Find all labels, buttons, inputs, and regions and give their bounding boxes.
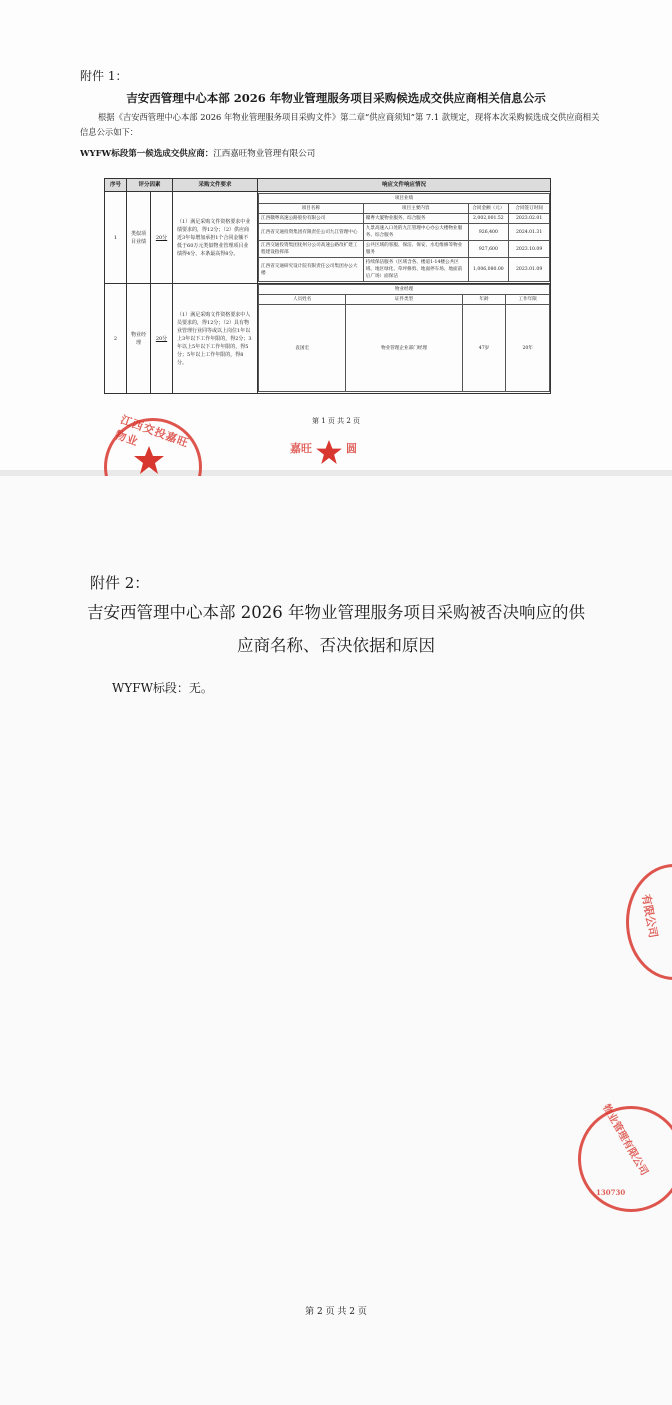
project-content: 赣粤大厦物业服务、综合服务	[363, 214, 468, 224]
project-content: 九景高速入口处的九江管理中心办公大楼物业服务、综合服务	[363, 224, 468, 241]
project-content: 公共区域的客服、保洁、保安、水电维修等物业服务	[363, 241, 468, 258]
manager-cert: 物业管理企业部门经理	[346, 305, 462, 392]
project-amount: 927,600	[468, 241, 509, 258]
project-name: 江西省交通研究设计院有限责任公司集团办公大楼	[259, 258, 364, 282]
project-date: 2023.10.09	[509, 241, 550, 258]
page-1-title: 吉安西管理中心本部 2026 年物业管理服务项目采购候选成交供应商相关信息公示	[126, 91, 546, 105]
project-name: 江西省交通投资集团有限责任公司九江管理中心	[259, 224, 364, 241]
project-name: 江西赣粤高速公路股份有限公司	[259, 214, 364, 224]
project-performance-table	[258, 193, 550, 282]
sub-header: 人员姓名	[259, 295, 346, 305]
attachment-2-label: 附件 2：	[90, 574, 150, 592]
row-2-requirement: （1）满足采购文件资格要求中人员要求的，得12分；（2）具有物业管理行业同等或以上岗位1年以上3年以下工作年限的，得2分；3年以上5年以下工作年限的，得5分；5年以上工作年限的，得8分。	[173, 284, 258, 394]
row-1-response	[258, 192, 551, 284]
row-1-factor: 类似项目业绩	[127, 192, 151, 284]
intro-paragraph: 根据《吉安西管理中心本部 2026 年物业管理服务项目采购文件》第二章“供应商须知”第 7.1 款规定，现将本次采购候选成交供应商相关信息公示如下：	[80, 112, 600, 137]
header-factor: 评分因素	[127, 179, 173, 192]
project-row	[259, 214, 550, 224]
header-response: 响应文件响应情况	[258, 179, 551, 192]
row-2-factor: 物业经理	[127, 284, 151, 394]
evaluation-table	[104, 178, 551, 394]
winner-line	[80, 147, 315, 159]
page-number: 第 1 页 共 2 页	[311, 417, 361, 425]
project-content: 持续保洁服务（区域含各、楼道1-14楼公共区域、地区绿化、草坪修剪、地面停车场、地面前后广场）面保洁	[363, 258, 468, 282]
page-2-title: 吉安西管理中心本部 2026 年物业管理服务项目采购被否决响应的供应商名称、否决依据和原因	[87, 603, 585, 655]
manager-row	[259, 305, 550, 392]
sub-header: 工作年限	[506, 295, 550, 305]
seal-fragment-center: 嘉旺	[290, 442, 312, 455]
sub-header: 项目主要内容	[363, 204, 468, 214]
project-amount: 926,400	[468, 224, 509, 241]
table-row	[105, 192, 551, 284]
seal-code: 130730	[596, 1188, 626, 1197]
sub-title: 项目业绩	[259, 194, 550, 204]
sub-header: 项目名称	[259, 204, 364, 214]
table-header-row	[105, 179, 551, 192]
attachment-1-label: 附件 1：	[80, 69, 128, 83]
project-date: 2023.02.01	[509, 214, 550, 224]
seal-star-icon	[316, 440, 342, 464]
project-row	[259, 224, 550, 241]
winner-label: WYFW标段第一候选成交供应商：	[80, 149, 214, 159]
row-2-score: 20分	[151, 284, 173, 394]
row-1-no: 1	[105, 192, 127, 284]
sub-header: 合同金额（元）	[468, 204, 509, 214]
seal-fragment-center-right: 圆	[346, 442, 357, 455]
header-requirement: 采购文件要求	[173, 179, 258, 192]
seal-text-right-upper: 有限公司	[639, 893, 660, 939]
project-name: 江西交通投资集团抚州分公司高速公路改扩建工程建设指挥部	[259, 241, 364, 258]
row-1-requirement: （1）满足采购文件资格要求中业绩要求的，得12分；（2）供应商近3年每增加承担1个合同金额不低于60万元类似物业管理项目业绩得4分，本条最高得8分。	[173, 192, 258, 284]
header-no: 序号	[105, 179, 127, 192]
winner-name: 江西嘉旺物业管理有限公司	[213, 149, 316, 159]
sub-header: 合同签订时间	[509, 204, 550, 214]
manager-years: 20年	[506, 305, 550, 392]
seal-text-right-lower: 物业管理有限公司	[600, 1102, 650, 1178]
row-2-response	[258, 284, 551, 394]
project-amount: 2,002,001.52	[468, 214, 509, 224]
sub-header: 年龄	[462, 295, 506, 305]
project-date: 2024.01.31	[509, 224, 550, 241]
row-1-score: 20分	[151, 192, 173, 284]
table-row	[105, 284, 551, 394]
page-number: 第 2 页 共 2 页	[305, 1307, 367, 1317]
page-1	[0, 0, 672, 470]
project-amount: 1,006,080.00	[468, 258, 509, 282]
manager-age: 47岁	[462, 305, 506, 392]
sub-header: 证件类型	[346, 295, 462, 305]
project-row	[259, 241, 550, 258]
manager-table	[258, 284, 550, 392]
segment-result: WYFW标段：无。	[112, 681, 213, 695]
manager-name: 袁国宏	[259, 305, 346, 392]
project-date: 2023.01.09	[509, 258, 550, 282]
row-2-no: 2	[105, 284, 127, 394]
seal-text-left: 江西交投嘉旺物业	[113, 413, 191, 451]
sub-title: 物业经理	[259, 285, 550, 295]
page-2	[0, 476, 672, 1405]
project-row	[259, 258, 550, 282]
